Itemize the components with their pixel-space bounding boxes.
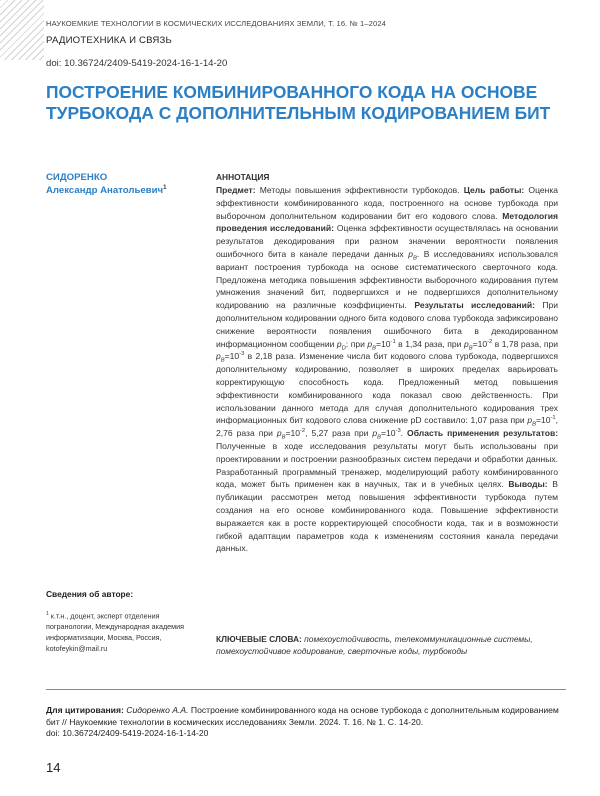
about-author-heading: Сведения об авторе: (46, 589, 134, 599)
eq-6-exp: -3 (395, 428, 401, 435)
eq-5-pre: =10 (285, 428, 300, 439)
pb-var: p (408, 248, 413, 259)
abstract-results-1: При дополнительном кодировании одного бита кодового слова турбокода зафиксировано снижение вероятности появления ошибочного бита в декодированном информационном сообщении (216, 300, 559, 349)
author-last-name: СИДОРЕНКО (46, 172, 108, 183)
about-footnote-mark: 1 (46, 611, 49, 617)
pb-var: p (463, 338, 469, 349)
eq-4-pre: =10 (535, 415, 551, 426)
pb-var: p (367, 338, 373, 349)
article-title: ПОСТРОЕНИЕ КОМБИНИРОВАННОГО КОДА НА ОСНОВЕ ТУРБОКОДА С ДОПОЛНИТЕЛЬНЫМ КОДИРОВАНИЕМ БИТ (46, 82, 551, 123)
pb-sub: B (220, 358, 225, 365)
eq-3-pre: =10 (224, 351, 240, 362)
pb-var: p (216, 351, 221, 362)
author-first-name-text: Александр Анатольевич (46, 185, 164, 197)
abstract-label-application: Область применения результатов: (407, 428, 559, 439)
pb-symbol (372, 428, 382, 441)
journal-header: НАУКОЕМКИЕ ТЕХНОЛОГИИ В КОСМИЧЕСКИХ ИССЛЕДОВАНИЯХ ЗЕМЛИ, Т. 16. № 1–2024 (46, 19, 386, 28)
pb-symbol (216, 351, 225, 365)
pb-var: p (276, 428, 282, 439)
article-doi: doi: 10.36724/2409-5419-2024-16-1-14-20 (46, 58, 228, 69)
keywords-list: помехоустойчивость, телекоммуникационные системы, помехоустойчивое кодирование, сверточные коды, турбокоды (216, 634, 533, 656)
citation-text: Построение комбинированного кода на основе турбокода с дополнительным кодированием бит // Наукоемкие технологии в космических исследованиях Земли. 2024. Т. 16. № 1. С. 14-20. (46, 705, 559, 727)
section-header: РАДИОТЕХНИКА И СВЯЗЬ (46, 35, 173, 46)
citation-doi: doi: 10.36724/2409-5419-2024-16-1-14-20 (46, 728, 209, 738)
abstract-results-2: : при (345, 338, 365, 349)
pb-sub: B (281, 434, 286, 441)
pb-symbol (408, 248, 417, 262)
citation-divider (46, 689, 566, 690)
abstract-label-results: Результаты исследований: (414, 300, 535, 311)
keywords-label: КЛЮЧЕВЫЕ СЛОВА: (216, 634, 302, 644)
about-author-text (46, 609, 196, 654)
pb-sub: B (372, 345, 377, 352)
pb-symbol (367, 338, 377, 352)
abstract-subject: Методы повышения эффективности турбокодов. (259, 185, 460, 195)
pd-var: p (336, 338, 342, 349)
pd-sub: D (341, 345, 346, 352)
pd-symbol (336, 338, 346, 352)
pb-symbol (276, 428, 286, 441)
abstract-text (216, 184, 558, 555)
abstract-goal: Оценка эффективности комбинированного кода, построенного на основе турбокода при выборочном дополнительном кодировании бит его кодового слова. (216, 185, 559, 221)
pb-symbol (527, 415, 536, 429)
eq-3-exp: -3 (239, 351, 245, 358)
pb-sub: B (377, 434, 382, 441)
abstract-method-2: . В исследованиях использовался вариант построения турбокода на основе систематического сверточного кода. Предложена методика повышения эффективности выборочного кодирования путем умножения значений бит, подвергшихся и не подвергшихся дополнительному кодированию на различные коэффициенты. (216, 248, 558, 311)
abstract-heading: АННОТАЦИЯ (216, 172, 270, 182)
pb-symbol (463, 338, 473, 352)
pb-var: p (527, 415, 533, 426)
abstract-label-goal: Цель работы: (463, 185, 525, 195)
about-author-details: к.т.н., доцент, эксперт отделения погранологии, Международная академия информатизации, Москва, Россия, kotofeykin@mail.ru (46, 611, 185, 654)
eq-1-exp: -1 (390, 338, 396, 345)
author-footnote-mark: 1 (163, 185, 167, 191)
eq-6-post: . (400, 428, 404, 439)
pb-sub: B (468, 345, 473, 352)
eq-6-pre: =10 (381, 428, 396, 439)
pb-sub: B (532, 422, 536, 429)
abstract-conclusions: В публикации рассмотрен метод повышения эффективности турбокода путем создания на его основе комбинированного кода. Повышение эффективности выражается как в росте корректирующей способности кода, так и в возможности гибкой адаптации параметров кода к изменениям состояния канала передачи данных. (216, 479, 558, 554)
page-number: 14 (46, 760, 61, 775)
eq-5-exp: -2 (300, 428, 306, 435)
eq-1-pre: =10 (376, 338, 391, 349)
pb-var: p (372, 428, 378, 439)
abstract-label-conclusions: Выводы: (508, 479, 548, 490)
abstract-label-method: Методология проведения исследований: (216, 210, 558, 234)
eq-2-post: в 1,78 раза, при (494, 338, 559, 349)
eq-2-exp: -2 (487, 338, 493, 345)
header-hatch-decoration (0, 0, 44, 60)
abstract-method-1: Оценка эффективности осуществлялась на основании результатов декодирования при разном значении вероятности появления ошибочного бита в канале передачи данных (216, 223, 558, 259)
author-first-name (46, 185, 166, 196)
abstract-application: Полученные в ходе исследования результаты могут быть использованы при проектировании и построении разнообразных систем передачи и обработки данных. Разработанный программный тренажер, моделирующий работу комбинированного кода, может быть применен как в научных, так и в учебных целях. (216, 440, 558, 490)
eq-1-post: в 1,34 раза, при (398, 338, 462, 349)
eq-5-post: , 5,27 раза при (305, 428, 369, 439)
citation-block (46, 705, 566, 740)
citation-label: Для цитирования: (46, 705, 124, 715)
eq-2-pre: =10 (472, 338, 488, 349)
citation-authors: Сидоренко А.А. (126, 705, 189, 715)
abstract-label-subject: Предмет: (216, 185, 256, 195)
pb-sub: B (412, 255, 417, 262)
eq-4-post: , 2,76 раза при (216, 415, 558, 439)
keywords (216, 634, 566, 658)
eq-3-post: в 2,18 раза. Изменение числа бит кодового слова турбокода, подвергшихся дополнительному кодированию, позволяет в широких пределах варьировать корректирующую способность кода. Предложенный метод повышения эффективности комбинированного кода показал свою действенность. При использовании данного метода для случая дополнительного кодирования трех информационных бит кодового слова снижение pD составило: 1,07 раза при (216, 351, 558, 426)
eq-4-exp: -1 (550, 415, 556, 422)
